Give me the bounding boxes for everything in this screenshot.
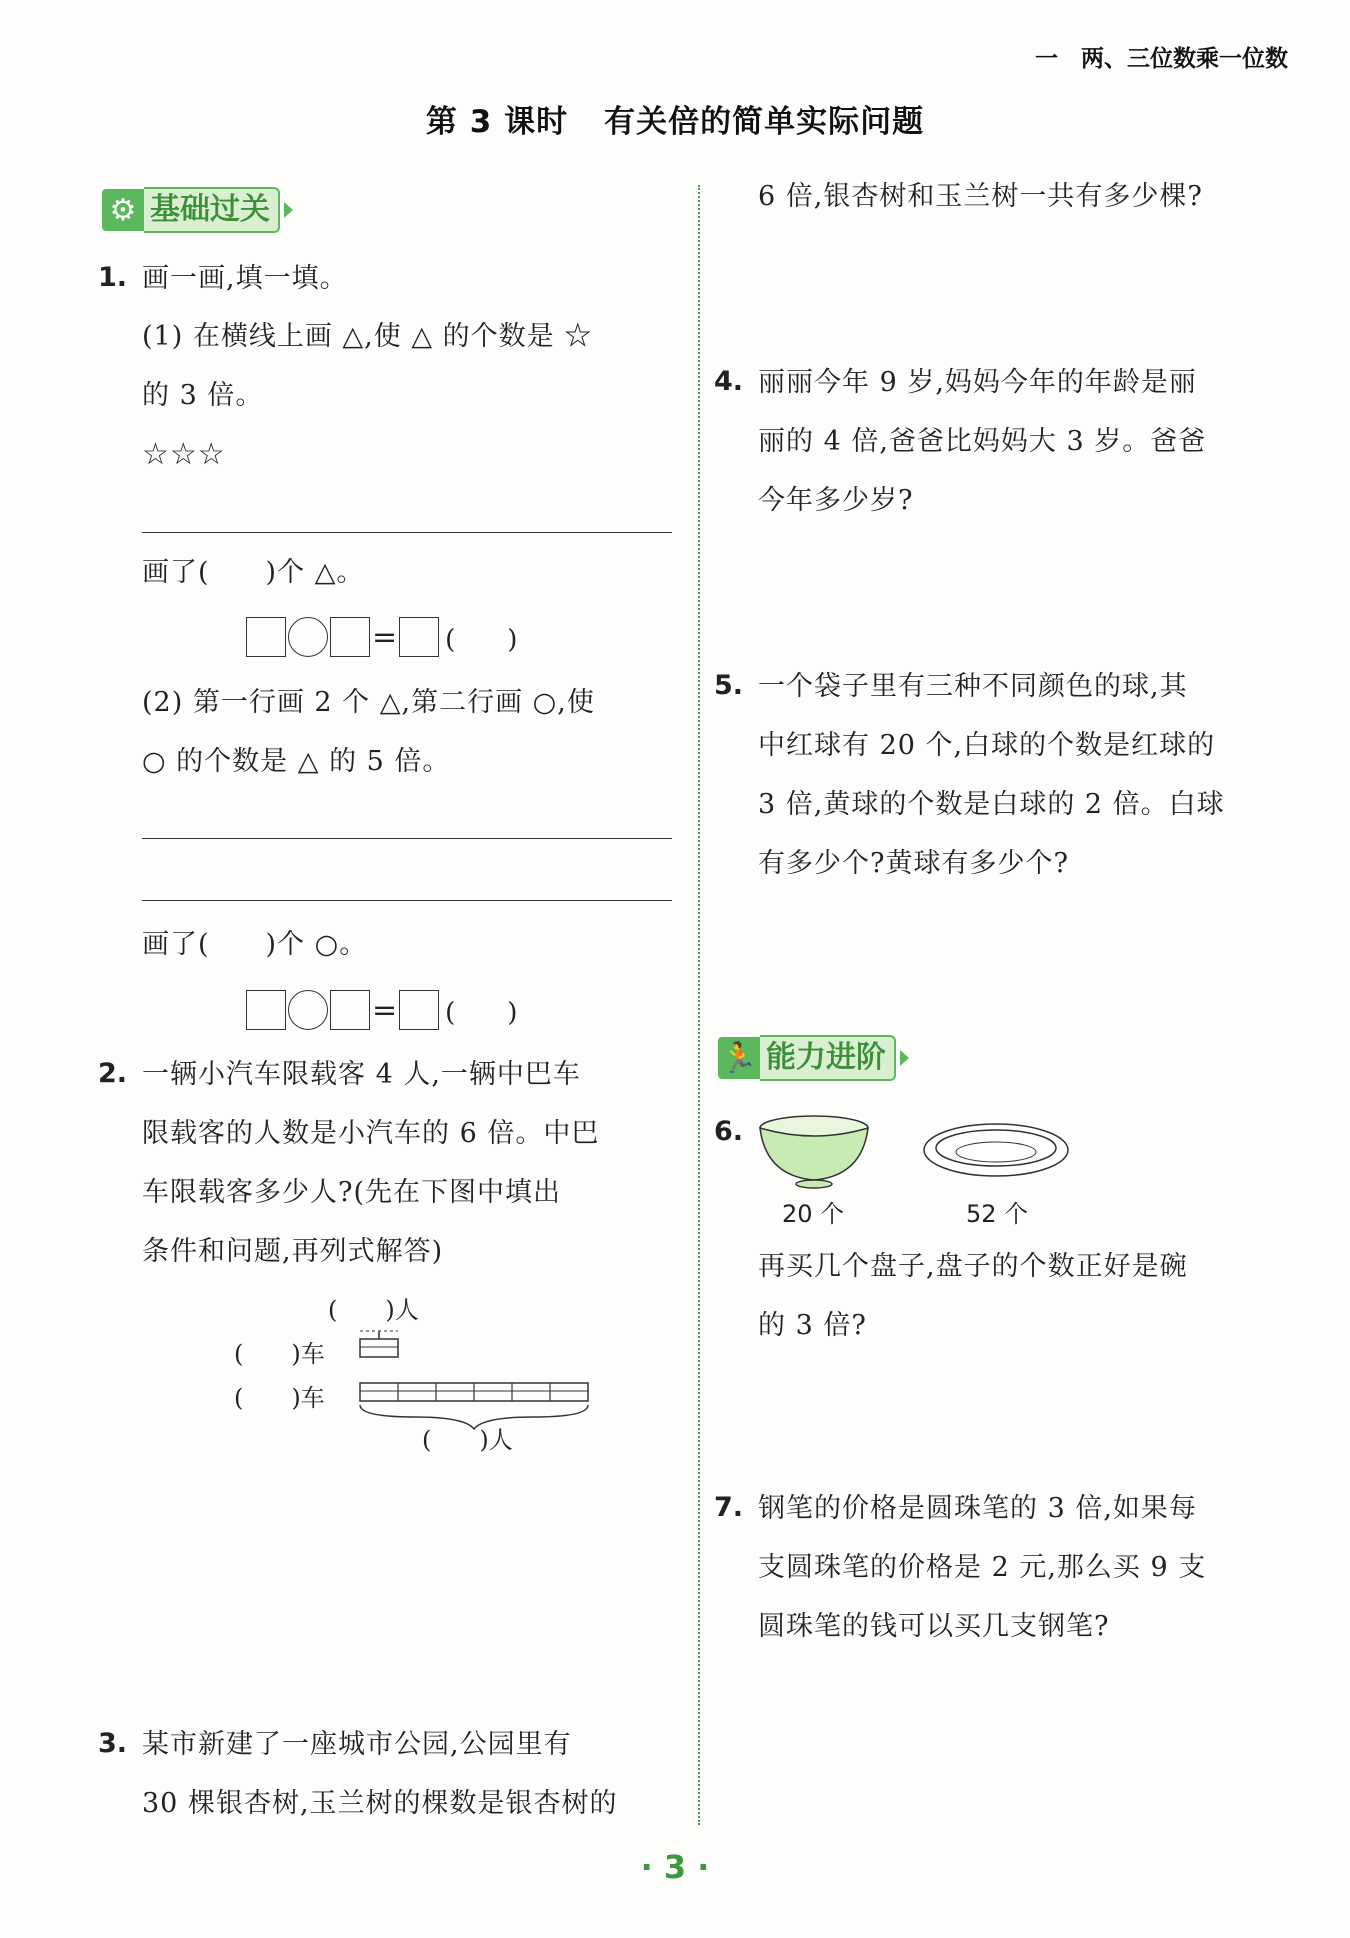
q2-line1: 一辆小汽车限载客 4 人,一辆中巴车: [142, 1059, 581, 1090]
q1-stars: ☆☆☆: [142, 437, 226, 472]
equals-sign: =: [372, 619, 398, 655]
q4-line1: 丽丽今年 9 岁,妈妈今年的年龄是丽: [758, 367, 1197, 398]
diagram-row2-label[interactable]: ( )车: [234, 1384, 325, 1412]
diagram-top-label[interactable]: ( )人: [328, 1296, 419, 1324]
section-badge-advanced: [718, 1036, 909, 1080]
q1-drew-circles: 画了( )个 ○。: [142, 929, 368, 960]
section-label-basic: 基础过关: [144, 187, 280, 233]
small-segment: [360, 1339, 398, 1357]
equals-sign: =: [372, 992, 398, 1028]
page-number: · 3 ·: [640, 1848, 710, 1886]
question-2-number: 2.: [98, 1058, 128, 1089]
bowl-image: [756, 1110, 876, 1190]
equation-box[interactable]: [246, 990, 286, 1030]
q6-line2: 的 3 倍?: [758, 1310, 867, 1341]
q7-line2: 支圆珠笔的价格是 2 元,那么买 9 支: [758, 1552, 1207, 1583]
q1-part2-line1: (2) 第一行画 2 个 △,第二行画 ○,使: [142, 687, 595, 718]
q2-line2: 限载客的人数是小汽车的 6 倍。中巴: [142, 1118, 600, 1149]
q1-part1-line2: 的 3 倍。: [142, 380, 264, 411]
equation-circle[interactable]: [288, 990, 328, 1030]
equation-box[interactable]: [399, 990, 439, 1030]
lesson-topic: 有关倍的简单实际问题: [604, 104, 925, 140]
unit-blank[interactable]: ( ): [445, 997, 518, 1028]
unit-blank[interactable]: ( ): [445, 624, 518, 655]
section-badge-basic: [102, 188, 293, 232]
equation-box[interactable]: [246, 617, 286, 657]
chapter-header: 一 两、三位数乘一位数: [1035, 46, 1288, 72]
question-6-number: 6.: [714, 1116, 744, 1147]
q1-answer-line-1[interactable]: [142, 532, 672, 533]
diagram-row1-label[interactable]: ( )车: [234, 1340, 325, 1368]
q6-line1: 再买几个盘子,盘子的个数正好是碗: [758, 1251, 1188, 1282]
question-4-number: 4.: [714, 366, 744, 397]
q1-equation-1: [246, 617, 517, 657]
q4-line3: 今年多少岁?: [758, 485, 914, 516]
q1-answer-line-2[interactable]: [142, 838, 672, 839]
q4-line2: 丽的 4 倍,爸爸比妈妈大 3 岁。爸爸: [758, 426, 1207, 457]
q5-line2: 中红球有 20 个,白球的个数是红球的: [758, 730, 1216, 761]
q5-line3: 3 倍,黄球的个数是白球的 2 倍。白球: [758, 789, 1225, 820]
q3-line3: 6 倍,银杏树和玉兰树一共有多少棵?: [758, 181, 1203, 212]
bowl-count: 20 个: [782, 1200, 845, 1228]
q7-line3: 圆珠笔的钱可以买几支钢笔?: [758, 1611, 1110, 1642]
badge-arrow-icon: [284, 202, 293, 218]
q1-drew-triangles: 画了( )个 △。: [142, 557, 365, 588]
diagram-bottom-label[interactable]: ( )人: [422, 1426, 513, 1454]
equation-box[interactable]: [330, 617, 370, 657]
q5-line4: 有多少个?黄球有多少个?: [758, 848, 1069, 879]
runner-icon: 🏃: [718, 1037, 760, 1079]
q1-part1-line1: (1) 在横线上画 △,使 △ 的个数是 ☆: [142, 321, 593, 352]
q3-line2: 30 棵银杏树,玉兰树的棵数是银杏树的: [142, 1788, 618, 1819]
equation-box[interactable]: [399, 617, 439, 657]
question-3-number: 3.: [98, 1728, 128, 1759]
q5-line1: 一个袋子里有三种不同颜色的球,其: [758, 671, 1188, 702]
plate-count: 52 个: [966, 1200, 1029, 1228]
q3-line1: 某市新建了一座城市公园,公园里有: [142, 1729, 572, 1760]
gear-icon: ⚙: [102, 189, 144, 231]
q1-prompt: 画一画,填一填。: [142, 263, 348, 294]
section-label-advanced: 能力进阶: [760, 1035, 896, 1081]
q7-line1: 钢笔的价格是圆珠笔的 3 倍,如果每: [758, 1493, 1197, 1524]
plate-image: [920, 1118, 1072, 1184]
question-1-number: 1.: [98, 262, 128, 293]
badge-arrow-icon: [900, 1050, 909, 1066]
question-7-number: 7.: [714, 1492, 744, 1523]
page-title: [0, 96, 1350, 141]
lesson-number: 第 3 课时: [425, 104, 569, 140]
question-5-number: 5.: [714, 670, 744, 701]
column-divider: [698, 185, 700, 1825]
q2-line3: 车限载客多少人?(先在下图中填出: [142, 1177, 562, 1208]
equation-circle[interactable]: [288, 617, 328, 657]
q2-line4: 条件和问题,再列式解答): [142, 1236, 444, 1267]
q1-part2-line2: ○ 的个数是 △ 的 5 倍。: [142, 746, 451, 777]
equation-box[interactable]: [330, 990, 370, 1030]
q1-answer-line-3[interactable]: [142, 900, 672, 901]
q1-equation-2: [246, 990, 517, 1030]
